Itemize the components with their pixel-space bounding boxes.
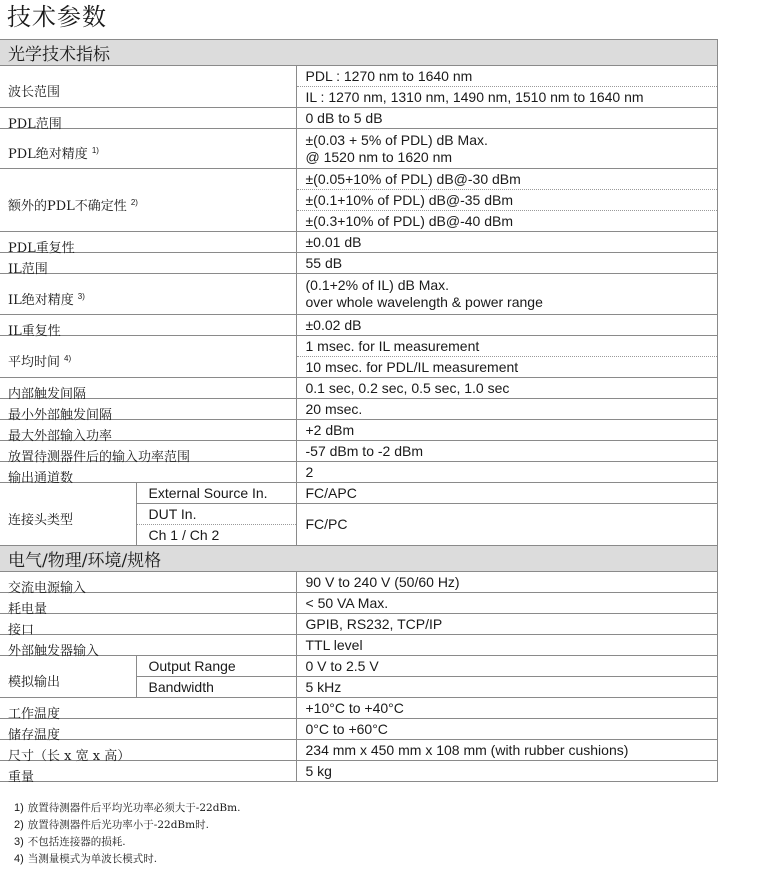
row-label-il-repeat: IL重复性 bbox=[0, 315, 296, 336]
row-label-il-accuracy: IL绝对精度 $^{3)}$ bbox=[0, 274, 296, 315]
value-ext-trigger-in: TTL level bbox=[296, 635, 717, 656]
footnote-ref: 3) bbox=[77, 291, 85, 301]
footnote-ref: 4) bbox=[64, 354, 72, 363]
row-label-max-input: 最大外部输入功率 bbox=[0, 420, 296, 441]
row-label-op-temp: 工作温度 bbox=[0, 698, 296, 719]
section-optical: 光学技术指标 bbox=[0, 40, 717, 66]
value-bandwidth: 5 kHz bbox=[296, 677, 717, 698]
sub-output-range: Output Range bbox=[136, 656, 296, 677]
row-label-min-ext-trigger: 最小外部触发间隔 bbox=[0, 399, 296, 420]
row-label-avg-time: 平均时间 $^{4)}$ bbox=[0, 336, 296, 378]
value-dut-input: -57 dBm to -2 dBm bbox=[296, 441, 717, 462]
value-op-temp: +10°C to +40°C bbox=[296, 698, 717, 719]
value-wavelength-il: IL : 1270 nm, 1310 nm, 1490 nm, 1510 nm to 1640 nm bbox=[296, 87, 717, 108]
footnote-ref: 1) bbox=[91, 146, 99, 155]
footnote-1: 1) 放置待测器件后平均光功率必须大于-22dBm. bbox=[14, 802, 241, 814]
row-label-il-range: IL范围 bbox=[0, 253, 296, 274]
footnotes bbox=[14, 800, 240, 868]
row-label-dimensions: 尺寸（长 x 宽 x 高） bbox=[0, 740, 296, 761]
value-il-accuracy: (0.1+2% of IL) dB Max. over whole wavelength & power range bbox=[296, 274, 717, 315]
value-avg-time-il: 1 msec. for IL measurement bbox=[296, 336, 717, 357]
sub-bandwidth: Bandwidth bbox=[136, 677, 296, 698]
value-storage-temp: 0°C to +60°C bbox=[296, 719, 717, 740]
footnote-4: 4) 当测量模式为单波长模式时. bbox=[14, 853, 158, 865]
value-il-range: 55 dB bbox=[296, 253, 717, 274]
value-channels: 2 bbox=[296, 462, 717, 483]
row-label-ac-power: 交流电源输入 bbox=[0, 572, 296, 593]
page-title: 技术参数 bbox=[7, 3, 107, 31]
value-avg-time-pdl: 10 msec. for PDL/IL measurement bbox=[296, 357, 717, 378]
value-weight: 5 kg bbox=[296, 761, 717, 782]
value-interface: GPIB, RS232, TCP/IP bbox=[296, 614, 717, 635]
footnote-3: 3) 不包括连接器的损耗. bbox=[14, 836, 126, 848]
value-pdl-uncertainty-35: ±(0.1+10% of PDL) dB@-35 dBm bbox=[296, 190, 717, 211]
sub-external-source: External Source In. bbox=[136, 483, 296, 504]
row-label-interface: 接口 bbox=[0, 614, 296, 635]
spec-table bbox=[0, 39, 718, 785]
row-label-pdl-range: PDL范围 bbox=[0, 108, 296, 129]
value-ac-power: 90 V to 240 V (50/60 Hz) bbox=[296, 572, 717, 593]
value-max-input: +2 dBm bbox=[296, 420, 717, 441]
row-label-pdl-repeat: PDL重复性 bbox=[0, 232, 296, 253]
value-wavelength-pdl: PDL : 1270 nm to 1640 nm bbox=[296, 66, 717, 87]
value-output-range: 0 V to 2.5 V bbox=[296, 656, 717, 677]
row-label-pdl-accuracy: PDL绝对精度 $^{1)}$ bbox=[0, 129, 296, 169]
value-pdl-accuracy: ±(0.03 + 5% of PDL) dB Max. @ 1520 nm to 1620 nm bbox=[296, 129, 717, 169]
row-label-weight: 重量 bbox=[0, 761, 296, 782]
row-label-int-trigger: 内部触发间隔 bbox=[0, 378, 296, 399]
row-label-wavelength: 波长范围 bbox=[0, 66, 296, 108]
footnote-ref: 2) bbox=[130, 197, 138, 207]
value-consumption: < 50 VA Max. bbox=[296, 593, 717, 614]
section-electrical: 电气/物理/环境/规格 bbox=[0, 546, 717, 572]
row-label-analog-out: 模拟输出 bbox=[0, 656, 136, 698]
row-label-channels: 输出通道数 bbox=[0, 462, 296, 483]
row-label-dut-input: 放置待测器件后的输入功率范围 bbox=[0, 441, 296, 462]
value-connector-pc: FC/PC bbox=[296, 504, 717, 546]
value-int-trigger: 0.1 sec, 0.2 sec, 0.5 sec, 1.0 sec bbox=[296, 378, 717, 399]
row-label-storage-temp: 储存温度 bbox=[0, 719, 296, 740]
sub-dut-in: DUT In. bbox=[136, 504, 296, 525]
value-pdl-uncertainty-40: ±(0.3+10% of PDL) dB@-40 dBm bbox=[296, 211, 717, 232]
row-label-ext-trigger-in: 外部触发器输入 bbox=[0, 635, 296, 656]
value-min-ext-trigger: 20 msec. bbox=[296, 399, 717, 420]
value-connector-apc: FC/APC bbox=[296, 483, 717, 504]
row-label-pdl-uncertainty: 额外的PDL不确定性 $^{2)}$ bbox=[0, 169, 296, 232]
row-label-connector: 连接头类型 bbox=[0, 483, 136, 546]
value-dimensions: 234 mm x 450 mm x 108 mm (with rubber cushions) bbox=[296, 740, 717, 761]
row-label-consumption: 耗电量 bbox=[0, 593, 296, 614]
value-il-repeat: ±0.02 dB bbox=[296, 315, 717, 336]
footnote-2: 2) 放置待测器件后光功率小于-22dBm时. bbox=[14, 819, 209, 831]
value-pdl-uncertainty-30: ±(0.05+10% of PDL) dB@-30 dBm bbox=[296, 169, 717, 190]
value-pdl-repeat: ±0.01 dB bbox=[296, 232, 717, 253]
sub-channels: Ch 1 / Ch 2 bbox=[136, 525, 296, 546]
value-pdl-range: 0 dB to 5 dB bbox=[296, 108, 717, 129]
